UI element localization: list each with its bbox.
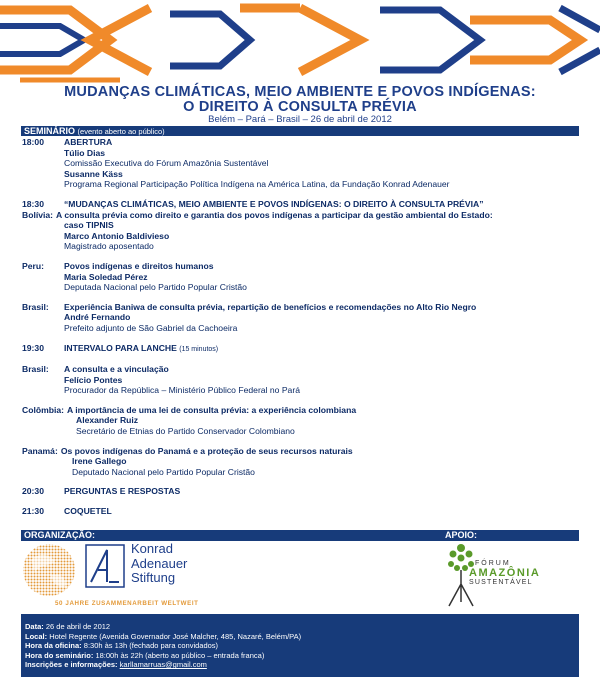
speaker-role: Procurador da República – Ministério Público Federal no Pará <box>64 385 300 396</box>
speaker-role: Magistrado aposentado <box>64 241 154 252</box>
country-label: Brasil: <box>22 364 49 375</box>
item-topic: Povos indígenas e direitos humanos <box>64 260 214 271</box>
program-item-peru <box>22 261 582 293</box>
kas-logo-icon <box>85 544 125 588</box>
item-topic: Experiência Baniwa de consulta prévia, repartição de benefícios e recomendações no Alto Rio Negro <box>64 301 477 312</box>
program-item-brasil-2 <box>22 364 582 396</box>
speaker-name: André Fernando <box>64 312 131 323</box>
item-topic-cont: caso TIPNIS <box>64 220 114 231</box>
footer-key: Hora do seminário: <box>25 650 94 660</box>
contact-email-link[interactable]: karllamarruas@gmail.com <box>119 660 207 670</box>
program-item-colombia <box>22 405 582 416</box>
time-label: 18:30 <box>22 198 44 209</box>
program-item-bolivia <box>22 210 582 221</box>
event-location-date: Belém – Pará – Brasil – 26 de abril de 2012 <box>208 114 392 125</box>
footer-value: 26 de abril de 2012 <box>45 622 111 631</box>
footer-key: Hora da oficina: <box>25 641 82 651</box>
footer-key: Data: <box>25 622 44 631</box>
speaker-name: Susanne Käss <box>64 168 123 179</box>
speaker-role: Deputada Nacional pelo Partido Popular Cristão <box>64 282 247 293</box>
item-note: (15 minutos) <box>179 345 219 353</box>
seminar-note: (evento aberto ao público) <box>77 127 165 136</box>
time-label: 18:00 <box>22 137 44 147</box>
item-title: “MUDANÇAS CLIMÁTICAS, MEIO AMBIENTE E POVOS INDÍGENAS: O DIREITO À CONSULTA PRÉVIA” <box>64 198 484 209</box>
kas-line: Stiftung <box>131 570 176 585</box>
time-label: 19:30 <box>22 342 44 353</box>
organization-label: ORGANIZAÇÃO: <box>24 530 95 540</box>
support-label: APOIO: <box>445 530 478 540</box>
page-title-line2: O DIREITO À CONSULTA PRÉVIA <box>183 99 417 115</box>
speaker-role: Prefeito adjunto de São Gabriel da Cachoeira <box>64 322 238 333</box>
speaker-role: Comissão Executiva do Fórum Amazônia Sustentável <box>64 158 269 169</box>
time-label: 20:30 <box>22 486 44 497</box>
item-title: PERGUNTAS E RESPOSTAS <box>64 486 181 497</box>
header-banner <box>0 0 600 84</box>
program-item-brasil-1 <box>22 302 582 334</box>
country-label: Colômbia: <box>22 404 65 415</box>
kas-tagline: 50 JAHRE ZUSAMMENARBEIT WELTWEIT <box>55 600 199 607</box>
page-title-line1: MUDANÇAS CLIMÁTICAS, MEIO AMBIENTE E POVOS INDÍGENAS: <box>64 84 536 100</box>
country-label: Brasil: <box>22 301 49 312</box>
country-label: Bolívia: <box>22 209 54 220</box>
speaker-name: Irene Gallego <box>72 456 127 467</box>
footer-registration <box>25 660 575 670</box>
forum-line: FÓRUM <box>475 560 511 567</box>
footer-key: Local: <box>25 631 48 641</box>
globe-icon <box>21 542 77 598</box>
item-topic: Os povos indígenas do Panamá e a proteção de seus recursos naturais <box>60 445 353 456</box>
forum-line: SUSTENTÁVEL <box>469 579 533 586</box>
footer-location <box>25 632 575 642</box>
item-title: INTERVALO PARA LANCHE <box>64 342 177 353</box>
footer-value: Hotel Regente (Avenida Governador José Malcher, 485, Nazaré, Belém/PA) <box>49 631 302 641</box>
program-item-perguntas <box>22 486 582 497</box>
forum-line: AMAZÔNIA <box>469 567 541 579</box>
speaker-role: Deputado Nacional pelo Partido Popular Cristão <box>72 466 255 477</box>
footer-value: 18:00h às 22h (aberto ao público – entrada franca) <box>95 650 265 660</box>
program-item-panama-detail <box>22 456 582 477</box>
footer-seminar-hours <box>25 651 575 661</box>
banner-pattern <box>0 0 600 84</box>
item-topic: A consulta e a vinculação <box>64 364 169 375</box>
program-list <box>22 137 582 517</box>
forum-logo-text <box>469 560 579 586</box>
program-item-colombia-detail <box>22 415 582 436</box>
kas-line: Konrad <box>131 541 173 556</box>
country-label: Panamá: <box>22 445 58 456</box>
program-item-abertura <box>22 137 582 190</box>
program-item-coquetel <box>22 506 582 517</box>
speaker-name: Túlio Dias <box>64 147 106 158</box>
program-item-painel <box>22 199 582 210</box>
program-item-bolivia-detail <box>22 220 582 252</box>
program-item-intervalo <box>22 343 582 356</box>
item-topic: A consulta prévia como direito e garantia dos povos indígenas a participar da gestão ambiental do Estado: <box>56 209 493 220</box>
seminar-bar <box>21 126 579 136</box>
time-label: 21:30 <box>22 506 44 517</box>
speaker-name: Maria Soledad Pérez <box>64 271 148 282</box>
speaker-name: Felício Pontes <box>64 374 123 385</box>
logos-area <box>21 540 579 612</box>
kas-logo-text <box>131 542 187 586</box>
kas-line: Adenauer <box>131 555 188 571</box>
event-info-footer <box>21 614 579 677</box>
item-topic: A importância de uma lei de consulta prévia: a experiência colombiana <box>67 404 357 415</box>
item-title: COQUETEL <box>64 506 112 517</box>
speaker-name: Alexander Ruiz <box>76 415 139 426</box>
speaker-role: Secretário de Etnias do Partido Conservador Colombiano <box>76 426 295 437</box>
seminar-label: SEMINÁRIO <box>24 126 76 136</box>
speaker-role: Programa Regional Participação Política Indígena na América Latina, da Fundação Konrad Adenauer <box>64 179 450 190</box>
speaker-name: Marco Antonio Baldivieso <box>64 230 170 241</box>
footer-key: Inscrições e informações: <box>25 660 118 670</box>
footer-date <box>25 622 575 632</box>
footer-workshop-hours <box>25 641 575 651</box>
item-title: ABERTURA <box>64 137 113 147</box>
footer-value: 8:30h às 13h (fechado para convidados) <box>83 641 219 651</box>
program-item-panama <box>22 446 582 457</box>
country-label: Peru: <box>22 260 44 271</box>
